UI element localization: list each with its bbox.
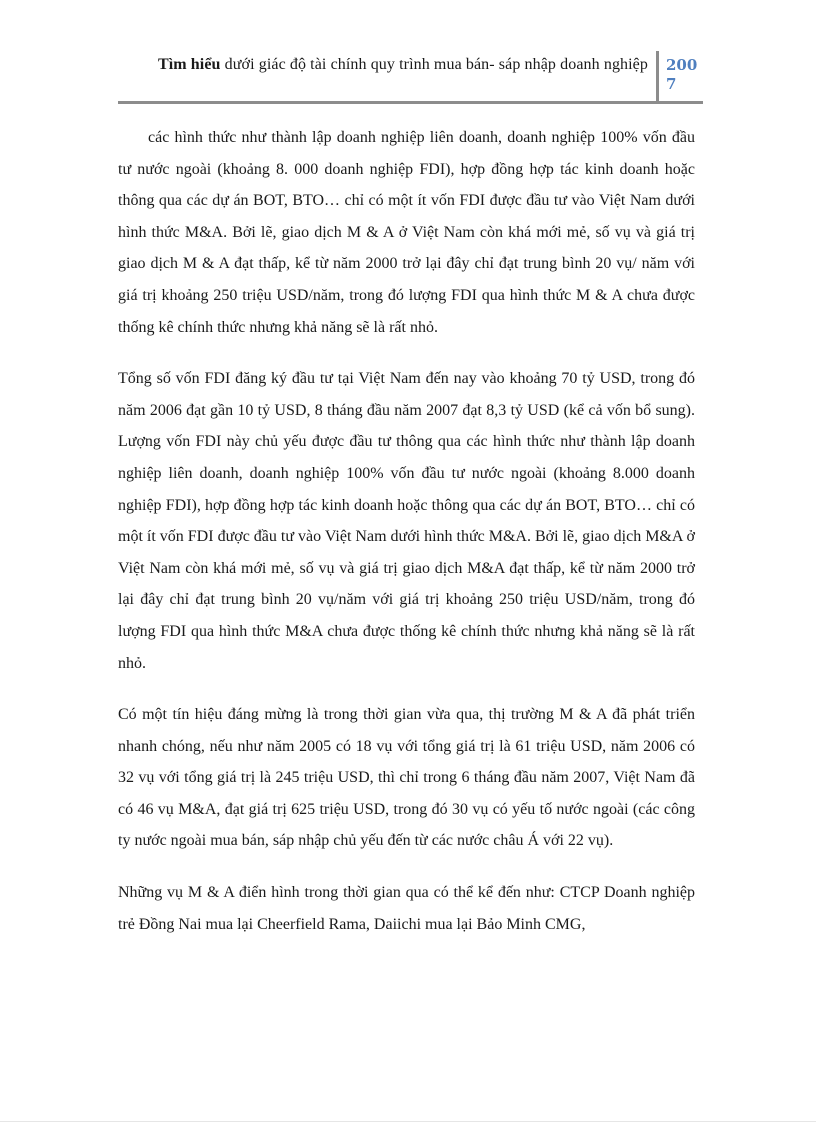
paragraph-1: các hình thức như thành lập doanh nghiệp liên doanh, doanh nghiệp 100% vốn đầu tư nước ngoài (khoảng 8. 000 doanh nghiệp FDI), hợp đồng hợp tác kinh doanh hoặc thông qua các dự án BOT, BTO… chỉ có một ít vốn FDI được đầu tư vào Việt Nam dưới hình thức M&A. Bởi lẽ, giao dịch M & A ở Việt Nam còn khá mới mẻ, số vụ và giá trị giao dịch M & A đạt thấp, kể từ năm 2000 trở lại đây chỉ đạt trung bình 20 vụ/ năm với giá trị khoảng 250 triệu USD/năm, trong đó lượng FDI qua hình thức M & A chưa được thống kê chính thức nhưng khả năng sẽ là rất nhỏ. xyxy=(118,129,695,336)
header-divider xyxy=(656,51,659,101)
page-bottom-edge xyxy=(0,1121,816,1122)
paragraph-2: Tổng số vốn FDI đăng ký đầu tư tại Việt Nam đến nay vào khoảng 70 tỷ USD, trong đó năm 2006 đạt gần 10 tỷ USD, 8 tháng đầu năm 2007 đạt 8,3 tỷ USD (kể cả vốn bổ sung). Lượng vốn FDI này chủ yếu được đầu tư thông qua các hình thức như thành lập doanh nghiệp liên doanh, doanh nghiệp 100% vốn đầu tư nước ngoài (khoảng 8.000 doanh nghiệp FDI), hợp đồng hợp tác kinh doanh hoặc thông qua các dự án BOT, BTO… chỉ có một ít vốn FDI được đầu tư vào Việt Nam dưới hình thức M&A. Bởi lẽ, giao dịch M&A ở Việt Nam còn khá mới mẻ, số vụ và giá trị giao dịch M&A đạt thấp, kể từ năm 2000 trở lại đây chỉ đạt trung bình 20 vụ/năm với giá trị khoảng 250 triệu USD/năm, trong đó lượng FDI qua hình thức M&A chưa được thống kê chính thức nhưng khả năng sẽ là rất nhỏ. xyxy=(118,370,696,672)
header-year: 2007 xyxy=(666,56,698,93)
header-rule xyxy=(118,101,703,104)
document-body xyxy=(118,122,695,940)
header-title-rest: dưới giác độ tài chính quy trình mua bán- sáp nhập doanh nghiệp xyxy=(220,56,648,73)
paragraph-3: Có một tín hiệu đáng mừng là trong thời gian vừa qua, thị trường M & A đã phát triển nhanh chóng, nếu như năm 2005 có 18 vụ với tổng giá trị là 61 triệu USD, năm 2006 có 32 vụ với tổng giá trị là 245 triệu USD, thì chỉ trong 6 tháng đầu năm 2007, Việt Nam đã có 46 vụ M&A, đạt giá trị 625 triệu USD, trong đó 30 vụ có yếu tố nước ngoài (các công ty nước ngoài mua bán, sáp nhập chủ yếu đến từ các nước châu Á với 22 vụ). xyxy=(118,706,695,850)
page-header xyxy=(118,48,703,102)
header-title-bold: Tìm hiểu xyxy=(157,56,221,73)
header-title xyxy=(118,56,648,74)
paragraph-4: Những vụ M & A điển hình trong thời gian qua có thể kể đến như: CTCP Doanh nghiệp trẻ Đồng Nai mua lại Cheerfield Rama, Daiichi mua lại Bảo Minh CMG, xyxy=(118,884,695,933)
